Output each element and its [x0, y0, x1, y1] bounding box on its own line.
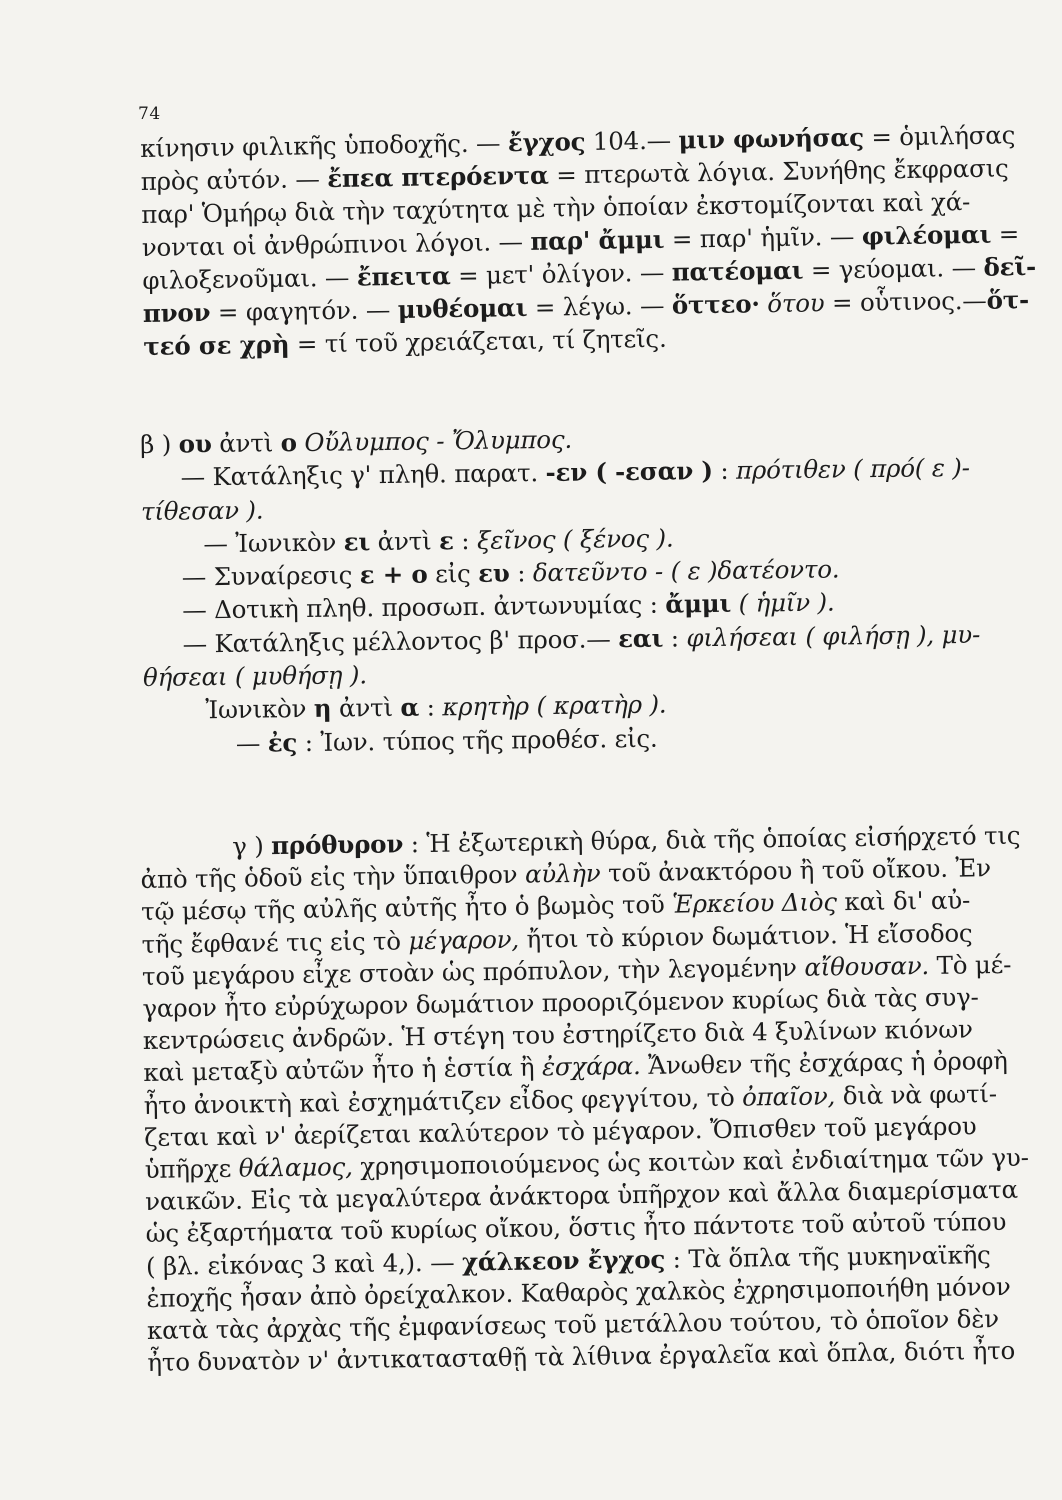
text-run: = λέγω. —	[527, 290, 673, 322]
text-run: :	[509, 558, 534, 588]
italic-text: ξεῖνος ( ξένος ).	[476, 523, 674, 555]
text-run: χρησιμοποιούμενος ὡς κοιτὼν καὶ ἐνδιαίτημα τῶν γυ-	[352, 1142, 1029, 1182]
text-run: κατὰ τὰς ἀρχὰς τῆς ἐμφανίσεως τοῦ μετάλλου τούτου, τὸ ὁποῖον δὲν	[146, 1304, 1000, 1345]
text-run: : Ἰων. τύπος τῆς προθέσ. εἰς.	[296, 723, 658, 757]
text-run: τοῦ ἀνακτόρου ἢ τοῦ οἴκου. Ἐν	[600, 853, 992, 888]
bold-term: ὅτ-	[986, 285, 1030, 315]
bold-term: ἄμμι	[665, 589, 732, 620]
bold-term: -εν ( -εσαν )	[545, 456, 713, 488]
text-run: 104.—	[585, 125, 679, 157]
italic-text: αὐλὴν	[524, 858, 601, 889]
text-run: = γεύομαι. —	[803, 252, 984, 285]
text-run: Τὸ μέ-	[928, 949, 1012, 980]
italic-text: θάλαμος,	[238, 1152, 353, 1183]
text-run: = πτερωτὰ λόγια. Συνήθης ἔκφρασις	[548, 153, 1009, 190]
bold-term: ευ	[477, 558, 510, 589]
text-run: =	[990, 219, 1020, 249]
bold-term: ἐς	[267, 727, 298, 758]
text-run: τῆς ἔφθανέ τις εἰς τὸ	[141, 925, 409, 959]
bold-term: η	[313, 694, 332, 724]
text-run: ἦτο δυνατὸν ν' ἀντικατασταθῇ τὰ λίθινα ἐργαλεῖα καὶ ὅπλα, διότι ἦτο	[147, 1336, 1016, 1378]
bold-term: πατέομαι	[671, 255, 804, 287]
text-run: :	[712, 456, 737, 486]
text-run: — Κατάληξις γ' πληθ. παρατ.	[180, 458, 546, 492]
italic-text: ( ἡμῖν ).	[730, 588, 835, 619]
text-run: Ἰωνικὸν	[205, 694, 315, 725]
text-run: παρ' Ὁμήρῳ διὰ τὴν ταχύτητα μὲ τὴν ὁποίαν ἐκστομίζονται καὶ χά-	[141, 186, 971, 229]
italic-text: τίθεσαν ).	[140, 495, 264, 526]
text-run: = μετ' ὀλίγον. —	[450, 257, 672, 291]
text-run: = φαγητόν. —	[210, 294, 398, 327]
text-run: ἤτοι τὸ κύριον δωμάτιον. Ἡ εἴσοδος	[518, 917, 973, 954]
page-number: 74	[138, 104, 161, 124]
text-run: = οὗτινος.—	[824, 285, 987, 318]
glossary-paragraph-alpha	[140, 118, 1037, 363]
text-run: νονται οἱ ἀνθρώπινοι λόγοι. —	[141, 226, 531, 262]
text-run: = παρ' ἡμῖν. —	[664, 221, 862, 254]
bold-term: ἔπειτα	[356, 261, 451, 292]
bold-term: τεό σε χρὴ	[143, 329, 290, 361]
text-run: ἀντὶ	[331, 693, 401, 724]
italic-text: θήσεαι ( μυθήσῃ ).	[142, 660, 367, 693]
bold-term: παρ' ἄμμι	[530, 224, 665, 256]
text-run: — Ἰωνικὸν	[203, 527, 344, 559]
italic-text: Ἑρκείου Διὸς	[671, 887, 838, 919]
text-run: ἐποχῆς ἦσαν ἀπὸ ὀρείχαλκον. Καθαρὸς χαλκὸς ἐχρησιμοποιήθη μόνον	[146, 1271, 1011, 1313]
text-run: ( βλ. εἰκόνας 3 καὶ 4,). —	[145, 1247, 463, 1281]
italic-text: αἴθουσαν.	[804, 950, 930, 982]
bold-term: χάλκεον ἔγχος	[461, 1244, 666, 1277]
text-run: :	[453, 525, 478, 556]
text-run: γ )	[232, 831, 272, 861]
text-run: —	[235, 728, 268, 758]
italic-text: μέγαρον,	[408, 924, 520, 955]
text-run: καὶ δι' αὐ-	[836, 885, 971, 917]
text-run: — Κατάληξις μέλλοντος β' προσ.—	[182, 623, 619, 659]
text-run: ἀντὶ	[369, 526, 440, 557]
text-run: ἦτο ἀνοικτὴ καὶ ἐσχημάτιζεν εἶδος φεγγίτου, τὸ	[143, 1082, 743, 1120]
text-run: : Τὰ ὅπλα τῆς μυκηναϊκῆς	[664, 1239, 991, 1274]
bold-term: ἔγχος	[507, 127, 586, 158]
text-run: — Συναίρεσις	[181, 560, 360, 592]
text-run: τοῦ μεγάρου εἶχε στοὰν ὡς πρόπυλον, τὴν λεγομένην	[141, 952, 805, 991]
text-run: = τί τοῦ χρειάζεται, τί ζητεῖς.	[289, 323, 667, 359]
text-run: :	[662, 623, 687, 653]
grammar-paragraph-beta	[140, 417, 1024, 761]
text-run: ναικῶν. Εἰς τὰ μεγαλύτερα ἀνάκτορα ὑπῆρχον καὶ ἄλλα διαμερίσματα	[144, 1175, 1019, 1217]
text-run: τῷ μέσῳ τῆς αὐλῆς αὐτῆς ἦτο ὁ βωμὸς τοῦ	[140, 889, 673, 927]
bold-term: μυθέομαι	[397, 292, 528, 324]
italic-text: ὅτου	[759, 288, 825, 319]
text-run: ἀπὸ τῆς ὁδοῦ εἰς τὴν ὕπαιθρον	[140, 859, 526, 895]
text-run: εἰς	[427, 559, 479, 589]
bold-term: πνον	[142, 297, 211, 328]
bold-term: πρόθυρον	[270, 829, 404, 861]
italic-text: φιλήσεαι ( φιλήσῃ ), μυ-	[686, 619, 981, 653]
bold-term: ο	[280, 428, 297, 458]
text-run: Ἄνωθεν τῆς ἐσχάρας ἡ ὀροφὴ	[640, 1046, 1008, 1081]
text-run: καὶ μεταξὺ αὐτῶν ἦτο ἡ ἑστία ἢ	[143, 1052, 543, 1088]
italic-text: δατεῦντο - ( ε )δατέοντο.	[532, 554, 840, 588]
text-run: ζεται καὶ ν' ἀερίζεται καλύτερον τὸ μέγαρον. Ὄπισθεν τοῦ μεγάρου	[144, 1111, 977, 1152]
text-run: διὰ νὰ φωτί-	[834, 1078, 998, 1110]
bold-term: ε	[438, 526, 454, 556]
italic-text: πρότιθεν ( πρό( ε )-	[735, 453, 970, 486]
bold-term: ὅττεο·	[671, 289, 760, 320]
text-run: ὑπῆρχε	[144, 1153, 239, 1184]
text-run: κίνησιν φιλικῆς ὑποδοχῆς. —	[140, 128, 509, 163]
text-run: κεντρώσεις ἀνδρῶν. Ἡ στέγη του ἐστηρίζετο διὰ 4 ξυλίνων κιόνων	[142, 1014, 973, 1056]
text-run: φιλοξενοῦμαι. —	[142, 262, 358, 295]
text-run: ἀντὶ	[211, 428, 281, 459]
text-run: γαρον ἦτο εὐρύχωρον δωμάτιον προοριζόμενον κυρίως διὰ τὰς συγ-	[142, 982, 979, 1023]
bold-term: ἔπεα πτερόεντα	[326, 160, 549, 194]
commentary-paragraph-gamma	[140, 820, 1028, 1380]
bold-term: φιλέομαι	[861, 219, 992, 251]
bold-term: ου	[178, 429, 212, 459]
bold-term: ε + ο	[359, 559, 428, 590]
text-run: = ὁμιλήσας	[863, 120, 1016, 152]
text-run: ὡς ἐξαρτήματα τοῦ κυρίως οἴκου, ὅστις ἦτο πάντοτε τοῦ αὐτοῦ τύπου	[145, 1207, 1007, 1249]
bold-term: ει	[343, 527, 371, 557]
text-run: — Δοτικὴ πληθ. προσωπ. ἀντωνυμίας :	[182, 590, 666, 625]
text-run: πρὸς αὐτόν. —	[140, 164, 328, 196]
bold-term: εαι	[617, 623, 664, 653]
text-run: :	[418, 692, 443, 722]
bold-term: μιν φωνήσας	[678, 122, 865, 155]
text-run: β )	[140, 429, 179, 459]
bold-term: δεῖ-	[983, 251, 1037, 282]
italic-text: Οὔλυμπος - Ὄλυμπος.	[296, 424, 573, 458]
italic-text: κρητὴρ ( κρατὴρ ).	[442, 689, 667, 722]
italic-text: ἐσχάρα.	[541, 1051, 641, 1082]
italic-text: ὀπαῖον,	[741, 1080, 836, 1112]
bold-term: α	[400, 692, 420, 723]
text-run: : Ἡ ἐξωτερικὴ θύρα, διὰ τῆς ὁποίας εἰσήρχετό τις	[402, 820, 1021, 859]
